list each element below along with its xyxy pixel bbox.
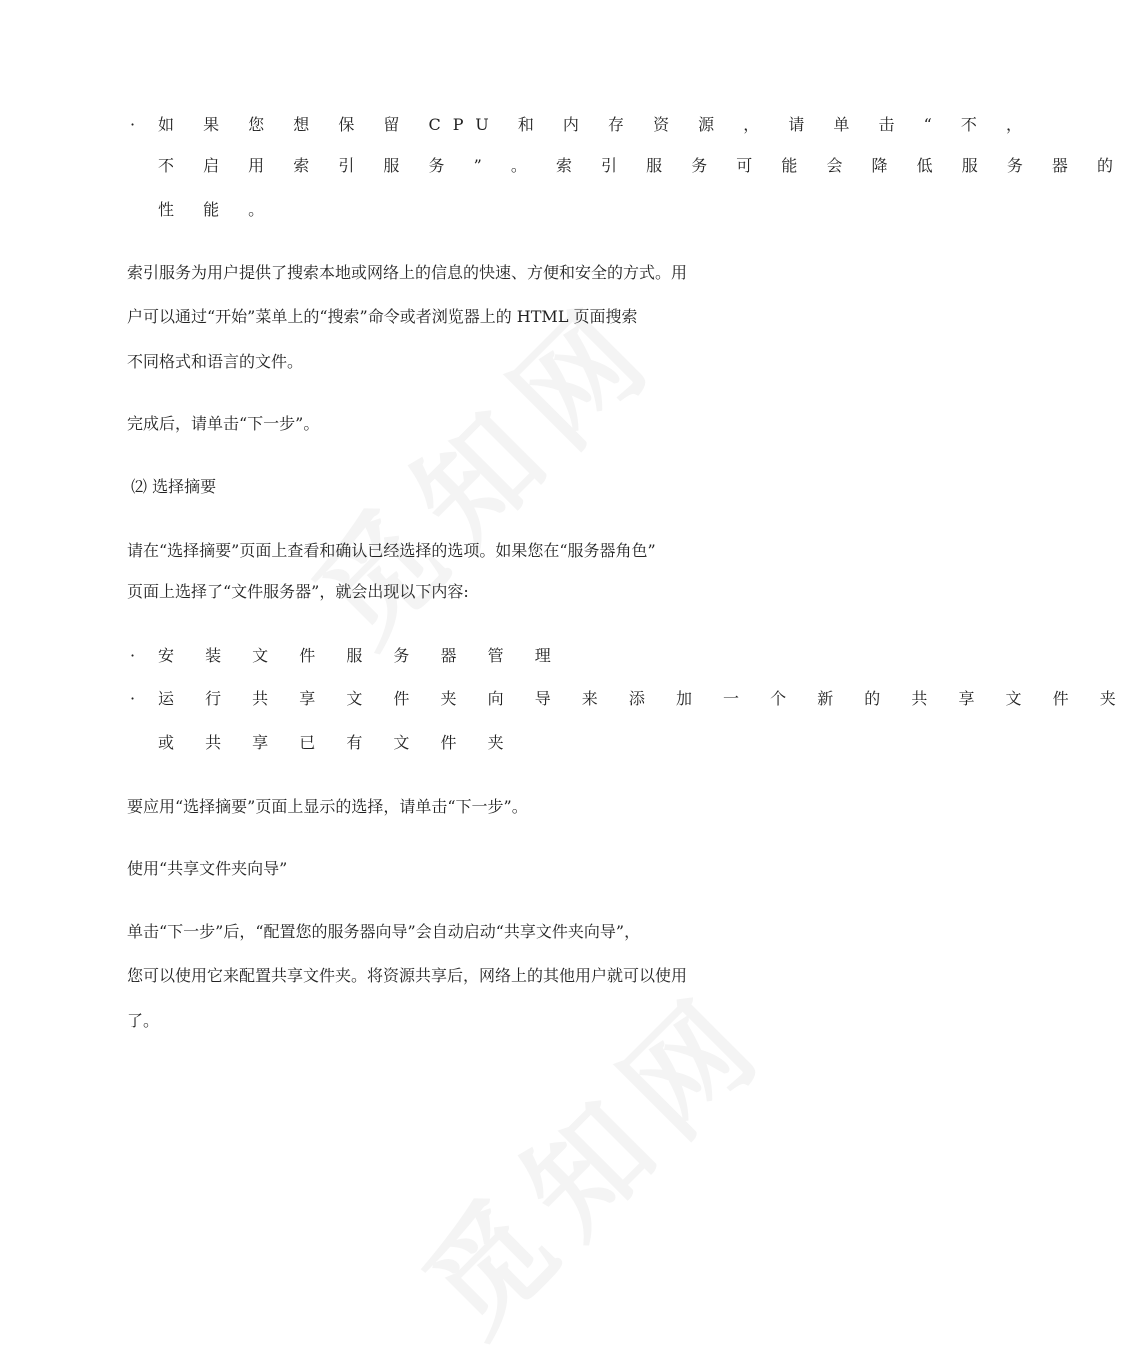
bullet-marker: ·	[130, 115, 136, 134]
paragraph-line: 页面上选择了“文件服务器”，就会出现以下内容:	[127, 582, 469, 601]
paragraph-line: 完成后，请单击“下一步”。	[127, 414, 320, 433]
paragraph-line: 如 果 您 想 保 留 CPU 和 内 存 资 源 ， 请 单 击 “ 不 ，	[158, 115, 1034, 134]
bullet-marker: ·	[130, 646, 136, 665]
list-item: 或 共 享 已 有 文 件 夹	[158, 733, 517, 752]
paragraph-line: 要应用“选择摘要”页面上显示的选择，请单击“下一步”。	[127, 797, 528, 816]
section-heading: 使用“共享文件夹向导”	[127, 859, 288, 878]
paragraph-line: 索引服务为用户提供了搜索本地或网络上的信息的快速、方便和安全的方式。用	[127, 263, 688, 282]
paragraph-line: 您可以使用它来配置共享文件夹。将资源共享后，网络上的其他用户就可以使用	[127, 966, 688, 985]
paragraph-line: 了。	[127, 1011, 160, 1030]
paragraph-line: 不 启 用 索 引 服 务 ” 。 索 引 服 务 可 能 会 降 低 服 务 器 的	[158, 156, 1125, 175]
list-item: 安 装 文 件 服 务 器 管 理	[158, 646, 564, 665]
paragraph-line: 请在“选择摘要”页面上查看和确认已经选择的选项。如果您在“服务器角色”	[127, 541, 656, 560]
bullet-marker: ·	[130, 689, 136, 708]
list-item: 运 行 共 享 文 件 夹 向 导 来 添 加 一 个 新 的 共 享 文 件 夹	[158, 689, 1129, 708]
paragraph-line: 户可以通过“开始”菜单上的“搜索”命令或者浏览器上的 HTML 页面搜索	[127, 307, 638, 326]
watermark-text-bottom	[381, 947, 800, 1365]
paragraph-line: 单击“下一步”后，“配置您的服务器向导”会自动启动“共享文件夹向导”，	[127, 922, 641, 941]
section-heading: ⑵ 选择摘要	[131, 477, 217, 496]
paragraph-line: 不同格式和语言的文件。	[127, 352, 304, 371]
paragraph-line: 性 能 。	[158, 200, 277, 219]
